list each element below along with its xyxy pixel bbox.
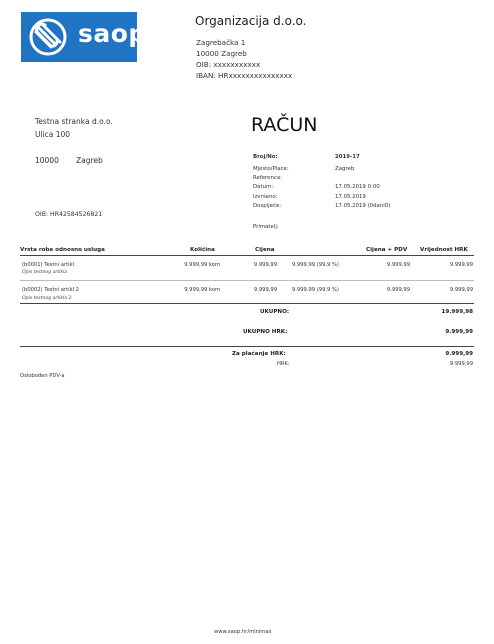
invoice-place-value: Zagreb [335, 166, 355, 172]
invoice-place-label: Mjesto/Place: [253, 166, 289, 172]
row-value: 9.999,99 [449, 262, 473, 268]
customer-name: Testna stranka d.o.o. [35, 117, 113, 126]
invoice-reference-label: Referenca: [253, 175, 282, 181]
organization-oib: OIB: xxxxxxxxxxx [196, 60, 261, 69]
column-header-quantity: Količina [190, 247, 215, 253]
column-header-value: Vrijednost HRK [420, 247, 468, 253]
row-quantity: 9.999,99 kom [184, 262, 220, 268]
organization-address: Zagrebačka 1 [196, 38, 246, 47]
invoice-number-label: Broj/No: [253, 154, 278, 160]
row-price: 9.999,99 [253, 262, 277, 268]
row-quantity: 9.999,99 kom [184, 287, 220, 293]
row-discount: 9.999,99 (99,9 %) [292, 287, 339, 293]
total-hrk-label: UKUPNO HRK: [243, 329, 288, 335]
total-hrk-value: 9.999,99 [445, 329, 473, 335]
organization-city: 10000 Zagreb [196, 49, 247, 58]
row-price-vat: 9.999,99 [386, 262, 410, 268]
invoice-due-value: 17.05.2019 (0dani0) [335, 203, 391, 209]
invoice-issued-value: 17.05.2019 [335, 194, 366, 200]
row-description: Opis testnog artikla [22, 270, 68, 275]
row-divider [20, 280, 474, 281]
row-discount: 9.999,99 (99,9 %) [292, 262, 339, 268]
invoice-date-value: 17.05.2019 0:00 [335, 184, 380, 190]
logo-text: saop [78, 19, 147, 48]
table-header-divider [20, 255, 474, 256]
invoice-number-value: 2019-17 [335, 154, 360, 160]
customer-oib: OIB: HR42584526821 [35, 211, 103, 218]
row-value: 9.999,99 [449, 287, 473, 293]
customer-city: Zagreb [76, 156, 103, 165]
total-label: UKUPNO: [260, 309, 290, 315]
row-price-vat: 9.999,99 [386, 287, 410, 293]
hrk-label: HRK: [277, 361, 290, 367]
row-price: 9.999,99 [253, 287, 277, 293]
invoice-title: RAČUN [251, 114, 318, 136]
row-item: (b0002) Testni artikl 2 [22, 287, 79, 293]
customer-postcode: 10000 [35, 156, 59, 165]
footer-link[interactable]: www.saop.hr/minimax [214, 629, 272, 635]
invoice-date-label: Datum: [253, 184, 274, 190]
vat-exemption-note: Oslobođen PDV-a [20, 373, 65, 379]
row-item: (b0001) Testni artikl [22, 262, 75, 268]
invoice-issued-label: Izvršeno: [253, 194, 278, 200]
organization-name: Organizacija d.o.o. [195, 14, 307, 28]
customer-street: Ulica 100 [35, 130, 71, 139]
column-header-price: Cijena [255, 247, 275, 253]
amount-due-value: 9.999,99 [445, 351, 473, 357]
row-description: Opis testnog artikla 2 [22, 296, 72, 301]
hrk-value: 9.999,99 [449, 361, 473, 367]
table-bottom-divider [20, 303, 474, 304]
column-header-price-vat: Cijena + PDV [366, 247, 408, 253]
amount-due-label: Za plaćanje HRK: [232, 351, 286, 357]
totals-divider [20, 346, 474, 347]
total-value: 19.999,98 [441, 309, 473, 315]
saop-logo [21, 12, 147, 62]
column-header-item: Vrsta robe odnosno usluga [20, 247, 105, 253]
invoice-due-label: Dospijeće: [253, 203, 282, 209]
organization-iban: IBAN: HRxxxxxxxxxxxxxxx [196, 71, 293, 80]
invoice-recipient-label: Primatelj: [253, 224, 279, 230]
